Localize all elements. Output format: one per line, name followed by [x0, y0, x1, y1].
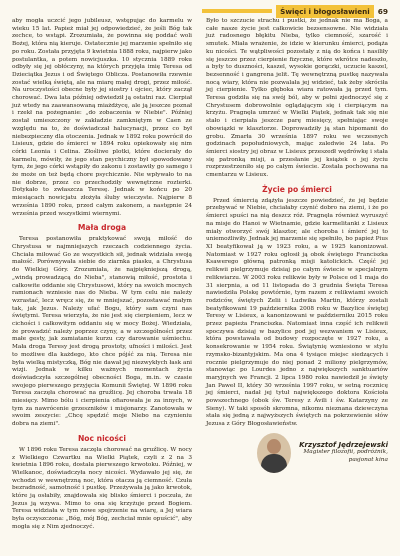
- author-box: [206, 433, 388, 473]
- author-avatar: [257, 433, 291, 473]
- section-title: Święci i błogosławieni: [276, 5, 374, 18]
- left-column: [12, 18, 192, 534]
- zycie-po-smierci-paragraph: Przed śmiercią zdążyła jeszcze powiedzieć, że jej będzie przebywać w Niebie, chciałaby czynić dobro na ziemi, i że po śmierci spuści na nią deszcz róż. Pragnęła również wyruszyć na misje do Hanoi w Wietnamie, gdzie karmelitanki z Lisieux miały otworzyć swój klasztor, ale choroba i śmierć jej to uniemożliwiły. Jednak jej marzenie się spełniło, bo papież Pius XI beatyfikował ją w 1923 roku, a w 1925 kanonizował. Natomiast w 1927 roku ogłosił ją obok świętego Franciszka Ksawerego główną patronką misji katolickich. Część jej relikwii pielgrzymuje dzisiaj po całym świecie w specjalnym relikwiarzu. W 2003 roku relikwie były w Polsce od 1 maja do 31 sierpnia, a od 11 listopada do 3 grudnia Święta Teresa nawiedziła Polskę powtórnie, tym razem z relikwiami swoich rodziców, świętych Zelii i Ludwika Martin, którzy zostali beatyfikowani 19 października 2008 roku w Bazylice świętej Teresy w Lisieux, a kanonizowani w październiku 2015 roku przez papieża Franciszka. Natomiast inna część ich relikwii spoczywa dzisiaj w bazylice pod jej wezwaniem w Lisieux, która powstawała od budowy rozpoczęte w 1927 roku, a konsekrowanie w 1954 roku. Świątynię wzniesiono w stylu rzymsko-bizantyjskim. Ma ona 4 tysiące miejsc siedzących i rocznie pielgrzymuje do niej ponad 2 miliony pielgrzymów, stanowiąc po Lourdes jedno z największych sanktuariów maryjnych we Francji. 2 lipca 1980 roku nawiedził je święty Jan Paweł II, który 30 września 1997 roku, w setną rocznicę jej śmierci, nadał jej tytuł największego doktora Kościoła powszechnego (obok św. Teresy z Ávili i św. Katarzyny ze Sieny). W taki sposób skromna, nikomu nieznana dziewczyna stała się jedną z najwyższych świętych na pokrzewienie słów Jezusa z Góry Błogosławieństw.: [206, 197, 388, 428]
- author-info: [299, 441, 388, 464]
- section-heading-mala-droga: Mała droga: [77, 223, 127, 233]
- page-number: 69: [377, 6, 388, 16]
- section-heading-zycie-po-smierci: Życie po śmierci: [262, 184, 332, 194]
- header-accent-bar: [202, 9, 272, 13]
- noc-nicosci-paragraph: W 1896 roku Teresa zaczęła chorować na gruźlicę. W nocy z Wielkiego Czwartku na Wielki Piątek, czyli z 2 na 3 kwietnia 1896 roku, dostała pierwszego krwotoku. Później, w Wielkanoc, doświadczyła nocy nicości. Wydawało jej się, że wchodzi w wewnętrzną noc, która otacza ją ciemność. Czuła bezradność, samotność i pustkę. Przeżywała ją jako krwotok, które ją osłabiły, znajdowała się blisko śmierci i poczuła, że Jezus ją wzywa. Mimo to ona się krzyżuje przed Bogiem. Teresa widziała w tym nowe spojrzenie na wiarę, a Jej wiara była oczyszczona: „Bóg, mój Bóg, zechciał mnie opuścić", aby mogła się z Nim zjednoczyć.: [12, 446, 192, 530]
- author-name: Krzysztof Jędrzejewski: [299, 441, 388, 450]
- running-header: [202, 4, 388, 18]
- mala-droga-paragraph: Teresa postanowiła praktykować swoją miłość do Chrystusa w najmniejszych rzeczach codziennego życia. Chciała miłować Go ze wszystkich sił, jednak widziała swoją małość. Porównywała siebie do ziarnka piasku, a Chrystusa do Wielkiej Góry. Zrozumiała, że najpiękniejszą drogą, „windą prowadzącą do Nieba", stanowią miłość, prostota i całkowite oddanie się Chrystusowi, który na swoich mocnych ramionach wzniesie nas do Nieba. W tym celu nie należy wzrastać, lecz wręcz się, że w mniejszać, pozostawać małym tak, jak Jezus. Należy ufać Bogu, który sam czyni nas świętymi. Teresa wierzyła, że nie jest się cierpieniem, lecz w cichości i całkowitym oddaniu się w mocy Bożej. Wiedziała, że prowadzić należy poprzez czyny, a w szczególności przez małe gesty, jak zamiatanie kurzu czy darowanie uśmiechu. Mała droga Teresy jest drogą prostoty, ufności i miłości. Jest to możliwe dla każdego, kto chce pójść za nią. Teresa nie była wielką mistyczką, Bóg nie dawał jej niezwykłych łask ani wizji. Jednak w kilku ważnych momentach życia doświadczyła szczególnej obecności Boga, m.in. w czasie swojego pierwszego przyjęcia Komunii Świętej. W 1896 roku Teresa zaczęła chorować na gruźlicę. Jej choroba trwała 18 miesięcy. Mimo bólu i cierpienia ofiarowała je za innych, w tym za nawrócenie grzeszników i misjonarzy. Zanotowała w swoim zeszycie: „Chcę spędzić moje Niebo na czynieniu dobra na ziemi".: [12, 236, 192, 428]
- author-role-line-1: Magister filozofii, podróżnik,: [303, 449, 388, 456]
- author-role-line-2: pasjonat kina: [348, 456, 388, 463]
- section-heading-noc-nicosci: Noc nicości: [77, 433, 127, 443]
- right-intro-paragraph: Było to szczucie strachu i pustki, że jednak nie ma Boga, a całe nasze życie jest całkowicie bezsensowne. Nie widziała już radosnego błękitu Nieba, tylko ciemność, szarość i smutek. Miała wrażenie, że idzie w kierunku śmierci, podąża ku nicości. Te wątpliwości pozostały z nią do końca i nasiliły się jeszcze przez cierpienie fizyczne, które wkrótce nadeszło, a były to duszności, kaszel, wysokie gorączki, uczucie kaszel, bezsenność i gangrena jelit. Tę wewnętrzną pustkę nazywała nocą wiary, która nie pozwalała jej widzieć, tak żeby skróciła jej cierpienie. Tylko głęboka wiara ratowała ją przed tym. Teresa godziła się na swój ból, aby w pełni zjednoczyć się z Chrystusem dobrowolnie oglądającym się i cierpiącym na krzyżu. Pragnęła umrzeć w Wielki Piątek, jednak tak się nie stało i cierpiała jeszcze parę miesięcy, spełniając swoje obowiązki w klasztorze. Doprowadziły ją stan hipomanii do grobu. Zmarła 30 września 1897 roku we wczesnych godzinach popołudniowych, mając zaledwie 24 lata. Po śmierci siostry jej obraz w Lisieux przeszedł wędrówkę i stała się patronką misji, a przesłanie jej książek o jej życiu rozprzestrzeniło się po całym świecie. Została pochowana na cmentarzu w Lisieux.: [206, 18, 388, 179]
- left-intro-paragraph: aby mogła uczcić jego jubileusz, wstępując do karmelu w wieku 15 lat. Papież miał jej odpowiedzieć, że jeśli Bóg tak zechce, to wstąpi. Zrozumiała, że powinna się poddać woli Bożej, która nią kieruje. Ostatecznie jej marzenie spełniło się po roku. Została przyjęta 9 kwietnia 1888 roku, najpierw jako postulantka, a potem nowicjuszka. 10 stycznia 1889 roku odbyły się jej obłóczyny, na których przyjęła imię Teresa od Dzieciątka Jezus i od Świętego Oblicza. Postanowiła rzewnie zostać wielką świętą, ale na miarę małej drogi, przez miłość. Na uroczystości obecne były jej siostry i ojciec, który zaczął chorować. Dwa lata później odwiedził ją ostatni raz. Cierpiał już wtedy na zaawansowaną miażdżycę, ale ją jeszcze poznał i rzekł na pożegnanie: „do zobaczenia w Niebie". Później został umieszczony w zakładzie zamkniętym w Caen ze względu na to, że doświadczał halucynacji, przez co był niebezpieczny dla otoczenia. Jednak w 1892 roku powrócił do Lisieux, gdzie do śmierci w 1894 roku opiekowały się nim córki Leonia i Celina. Złośliwe plotki, które docierały do karmelu, mówiły, że jego stan psychiczny był spowodowany tym, że jego córki wstąpiły do zakonu i zostawiły go samego i że może on też będą chore psychicznie. Nie wpływało to na nie dobrze, przez co przechodziły wewnętrzne rozterki. Dotykało to zwłaszcza Teresę. Jednak w końcu po 20 miesiącach nowicjatu złożyła śluby wieczyste. Najpierw 8 września 1890 roku, przed całym zakonem, a następnie 24 września przed wszystkimi wiernymi.: [12, 18, 192, 217]
- right-column: [206, 18, 388, 473]
